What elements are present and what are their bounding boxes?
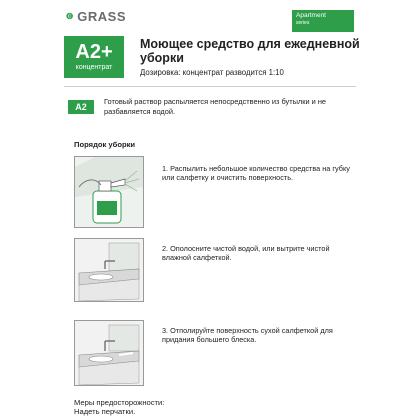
polished-sink-icon xyxy=(75,321,143,385)
dosage-text: Дозировка: концентрат разводится 1:10 xyxy=(140,68,284,77)
product-title: Моющее средство для ежедневной уборки xyxy=(140,37,360,65)
step2-text: 2. Ополосните чистой водой, или вытрите чистой влажной салфеткой. xyxy=(162,244,330,262)
step2-illustration xyxy=(74,238,144,302)
a2-description: Готовый раствор распыляется непосредственно из бутылки и не разбавляется водой. xyxy=(104,97,327,116)
step1-text: 1. Распылить небольшое количество средства на губку или салфетку и очистить поверхность. xyxy=(162,164,350,182)
step1-illustration xyxy=(74,156,144,228)
brand-logo xyxy=(66,6,126,26)
header-divider xyxy=(64,86,356,87)
series-badge-line2: series xyxy=(296,20,310,26)
precautions-title: Меры предосторожности: xyxy=(74,398,165,407)
a2-badge: A2 xyxy=(68,100,94,114)
spray-bottle-icon xyxy=(75,157,143,227)
precautions xyxy=(74,398,164,416)
logo-text: GRASS xyxy=(77,8,126,24)
precautions-line1: Надеть перчатки. xyxy=(74,407,136,416)
product-code: A2+ xyxy=(75,41,113,63)
grass-logo-icon xyxy=(66,7,73,25)
step3-text: 3. Отполируйте поверхность сухой салфеткой для придания большего блеска. xyxy=(162,326,333,344)
series-badge xyxy=(292,10,354,32)
product-code-subtitle: концентрат xyxy=(75,64,113,71)
product-code-badge xyxy=(64,36,124,78)
sink-icon xyxy=(75,239,143,301)
section-title: Порядок уборки xyxy=(74,140,136,149)
series-badge-line1: Apartment xyxy=(296,12,326,19)
step3-illustration xyxy=(74,320,144,386)
